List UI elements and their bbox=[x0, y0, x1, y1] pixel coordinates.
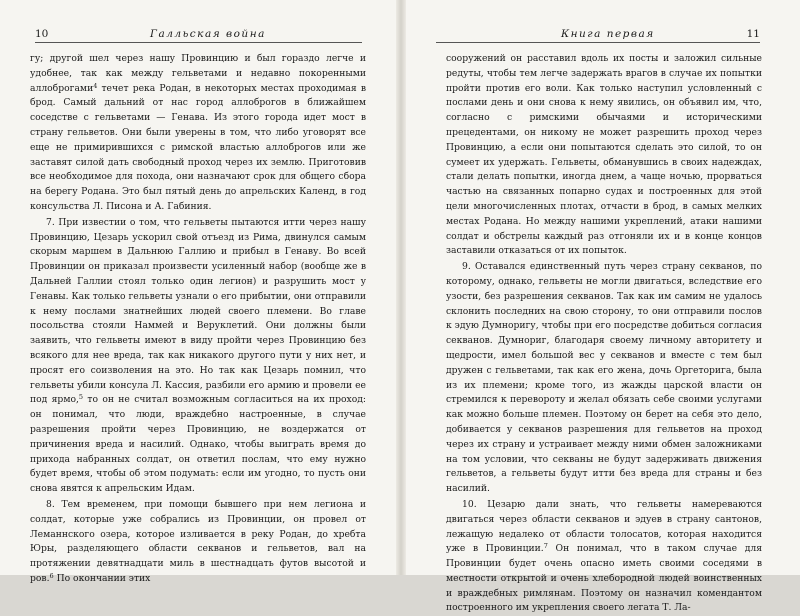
page-number-left: 10 bbox=[35, 28, 49, 40]
left-page-body bbox=[30, 52, 366, 587]
book-gutter bbox=[396, 0, 406, 575]
footnote-marker: 7 bbox=[543, 542, 548, 551]
paragraph-text: гу; другой шел через нашу Провинцию и был гораздо легче и удобнее, так как между гельветами и недавно покоренными аллоброгами bbox=[30, 53, 366, 94]
footnote-marker: 6 bbox=[49, 571, 54, 580]
page-number-right: 11 bbox=[746, 28, 760, 40]
footnote-marker: 4 bbox=[93, 81, 98, 90]
running-title-right: Книга первая bbox=[561, 28, 655, 40]
paragraph-text: 7. При известии о том, что гельветы пытаются итти через нашу Провинцию, Цезарь ускорил свой отъезд из Рима, двинулся самым скорым маршем в Дальнюю Галлию и прибыл в Генаву. Во всей Провинции он приказал произвести усиленный набор (вообще же в Дальней Галлии стоял только один легион) и разрушить мост у Генавы. Как только гельветы узнали о его прибытии, они отправили к нему послами знатнейших людей своего племени. Во главе посольства стояли Наммей и Веруклетий. Они должны были заявить, что гельветы имеют в виду пройти через Провинцию без всякого для нее вреда, так как никакого другого пути у них нет, и просят его соизволения на это. Но так как Цезарь помнил, что гельветы убили консула Л. Кассия, разбили его армию и провели ее под ярмо, bbox=[30, 216, 366, 406]
paragraph-10 bbox=[446, 498, 762, 616]
paragraph-text: 8. Тем временем, при помощи бывшего при нем легиона и солдат, которые уже собрались из Провинции, он провел от Леманнского озера, которое изливается в реку Родан, до хребта Юры, разделяющего области секванов и гельветов, вал на протяжении девятнадцати миль в шестнадцать футов высотой и ров. bbox=[30, 498, 366, 584]
paragraph-continuation bbox=[30, 52, 366, 215]
running-title-left: Галльская война bbox=[150, 28, 266, 40]
paragraph-continuation bbox=[446, 52, 762, 259]
left-page bbox=[0, 0, 396, 584]
paragraph-text: 9. Оставался единственный путь через страну секванов, по которому, однако, гельветы не могли двигаться, вследствие его узости, без разрешения секванов. Так как им самим не удалось склонить последних на свою сторону, то они отправили послов к эдую Думноригу, чтобы при его посредстве добиться согласия секванов. Думнориг, благодаря своему личному авторитету и щедрости, имел большой вес у секванов и вместе с тем был дружен с гельветами, так как его жена, дочь Оргеторига, была из их племени; кроме того, из жажды царской власти он стремился к перевороту и желал обязать себе своими услугами как можно больше племен. Поэтому он берет на себя это дело, добивается у секванов разрешения для гельветов на проход через их страну и устраивает между ними обмен заложниками на том условии, что секваны не будут задерживать движения гельветов, а гельветы будут итти без вреда для страны и без насилий. bbox=[446, 261, 762, 495]
right-page-header bbox=[436, 26, 760, 43]
left-page-header bbox=[35, 26, 362, 43]
footnote-marker: 5 bbox=[78, 393, 84, 402]
right-page-body bbox=[446, 52, 762, 616]
right-page bbox=[406, 0, 800, 614]
paragraph-text: По окончании этих bbox=[53, 572, 151, 584]
paragraph-text: 10. Цезарю дали знать, что гельветы намереваются двигаться через области секванов и эдуев в страну сантонов, лежащую недалеко от области толосатов, которая находится уже в Провинции. bbox=[446, 498, 762, 555]
paragraph-8 bbox=[30, 498, 366, 587]
paragraph-9 bbox=[446, 260, 762, 497]
paragraph-text: Он понимал, что в таком случае для Провинции будет очень опасно иметь своими соседями в местности открытой и очень хлебородной людей воинственных и враждебных римлянам. Поэтому он назначил комендантом построенного им укрепления своего легата Т. Ла- bbox=[446, 543, 763, 614]
paragraph-text: течет река Родан, в некоторых местах проходимая в брод. Самый дальний от нас город аллоброгов в ближайшем соседстве с гельветами — Генава. Из этого города идет мост в страну гельветов. Они были уверены в том, что либо уговорят все еще не примирившихся с римской властью аллоброгов или же заставят силой дать свободный проход через их землю. Приготовив все необходимое для похода, они назначают срок для общего сбора на берегу Родана. Это был пятый день до апрельских Календ, в год консульства Л. Писона и А. Габиния. bbox=[30, 82, 366, 212]
paragraph-7 bbox=[30, 216, 366, 497]
paragraph-text: то он не считал возможным согласиться на их проход: он понимал, что люди, враждебно настроенные, в случае разрешения пройти через Провинцию, не воздержатся от причинения вреда и насилий. Однако, чтобы выиграть время до прихода набранных солдат, он ответил послам, что ему нужно будет время, чтобы об этом подумать: если им угодно, то пусть они снова явятся к апрельским Идам. bbox=[30, 394, 366, 495]
paragraph-text: сооружений он расставил вдоль их посты и заложил сильные редуты, чтобы тем легче задержать врагов в случае их попытки пройти против его воли. Как только наступил условленный с послами день и они снова к нему явились, он объявил им, что, согласно с римскими обычаями и историческими прецедентами, он никому не может разрешить проход через Провинцию, а если они попытаются сделать это силой, то он сумеет их удержать. Гельветы, обманувшись в своих надеждах, стали делать попытки, иногда днем, а чаще ночью, прорваться частью на связанных попарно судах и построенных для этой цели многочисленных плотах, отчасти в брод, в самых мелких местах Родана. Но между нашими укреплений, атаки нашими солдат и обстрелы каждый раз отгоняли их и в конце концов заставили отказаться от их попыток. bbox=[446, 53, 762, 257]
